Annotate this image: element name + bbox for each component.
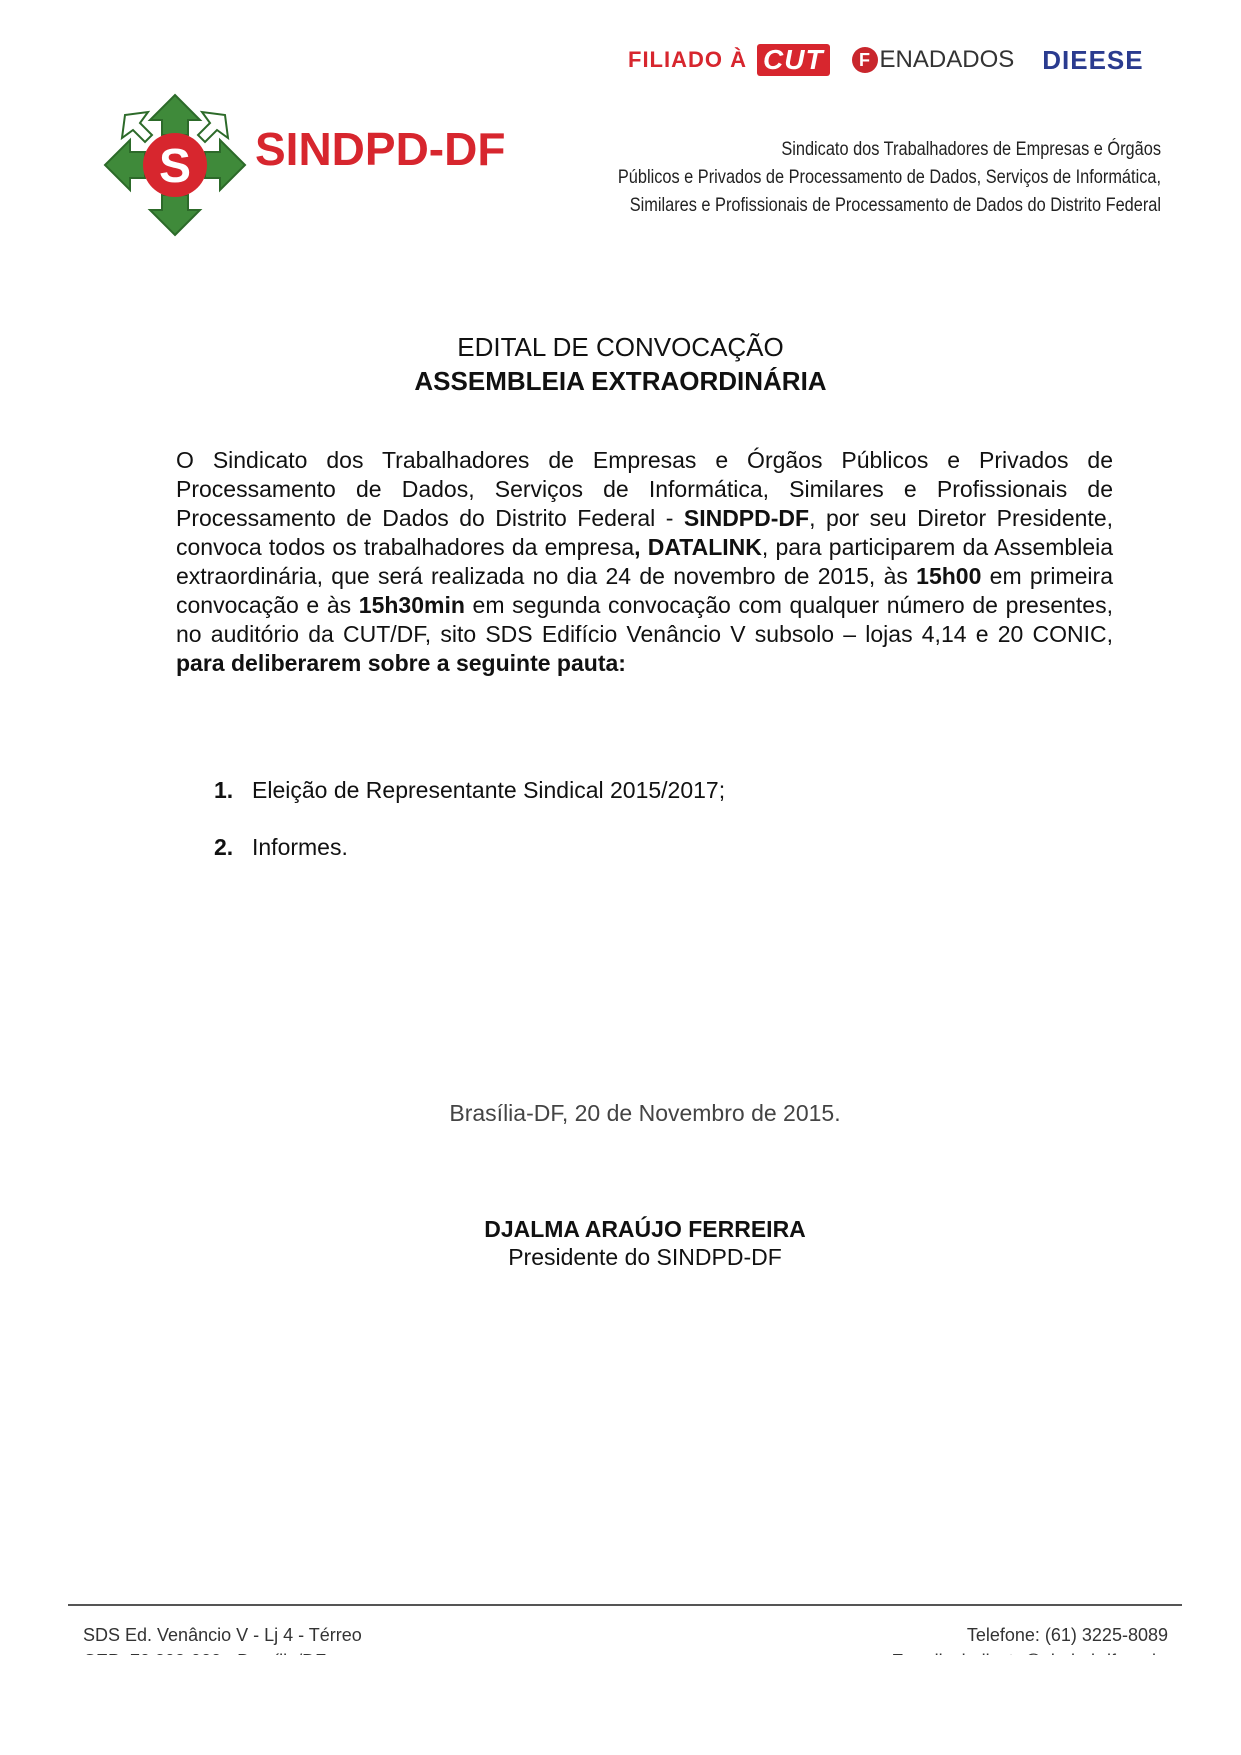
- body-text: , por seu Diretor Presidente, convoca todos os trabalhadores da empresa: [176, 505, 1113, 560]
- body-text: O Sindicato dos Trabalhadores de Empresas e Órgãos Públicos e Privados de Processamento de Dados, Serviços de Informática, Similares e Profissionais de Processamento de Dados do Distrito Federal -: [176, 447, 1113, 531]
- cut-logo: CUT: [757, 44, 830, 76]
- agenda-item-number: 2.: [214, 834, 234, 860]
- body-text: em segunda convocação com qualquer número de presentes, no auditório da CUT/DF, sito SDS Edifício Venâncio V subsolo – lojas 4,14 e 20 CONIC,: [176, 592, 1113, 647]
- agenda-item-number: 1.: [214, 777, 234, 803]
- page-crop-edge: [0, 1655, 1241, 1755]
- footer-divider: [68, 1604, 1182, 1606]
- fenadados-f-icon: F: [852, 47, 878, 73]
- agenda-item: [214, 777, 725, 804]
- affiliation-label: FILIADO À: [628, 47, 747, 72]
- convocation-paragraph: [176, 446, 1113, 678]
- body-bold-second-time: 15h30min: [358, 592, 465, 618]
- body-bold-union: SINDPD-DF: [683, 505, 810, 531]
- body-text: em primeira convocação e às: [176, 563, 1113, 618]
- dieese-logo: DIEESE: [1042, 44, 1144, 75]
- body-bold-agenda-intro: para deliberarem sobre a seguinte pauta:: [176, 650, 626, 676]
- body-bold-first-time: 15h00: [916, 563, 982, 589]
- signer-name: DJALMA ARAÚJO FERREIRA: [484, 1216, 806, 1242]
- svg-text:S: S: [158, 140, 192, 193]
- union-name-line: Públicos e Privados de Processamento de Dados, Serviços de Informática,: [617, 167, 1161, 188]
- place-date: Brasília-DF, 20 de Novembro de 2015.: [449, 1100, 841, 1126]
- agenda-item-text: Informes.: [252, 834, 348, 860]
- footer-phone: Telefone: (61) 3225-8089: [966, 1625, 1168, 1645]
- logo-text: SINDPD-DF: [255, 123, 506, 175]
- agenda-item: [214, 834, 348, 861]
- body-text: , para participarem da Assembleia extraordinária, que será realizada no dia 24 de novembro de 2015, às: [176, 534, 1114, 589]
- footer-address-line: SDS Ed. Venâncio V - Lj 4 - Térreo: [83, 1625, 362, 1645]
- fenadados-logo: [852, 46, 1015, 74]
- body-bold-company: , DATALINK: [634, 534, 762, 560]
- affiliation-logos: [628, 40, 1144, 80]
- union-full-name: [611, 136, 1161, 220]
- signer-role: Presidente do SINDPD-DF: [508, 1244, 782, 1270]
- union-name-line: Similares e Profissionais de Processamento de Dados do Distrito Federal: [629, 195, 1161, 216]
- union-name-line: Sindicato dos Trabalhadores de Empresas e Órgãos: [781, 139, 1161, 160]
- document-title: EDITAL DE CONVOCAÇÃO: [457, 332, 784, 362]
- document-subtitle: ASSEMBLEIA EXTRAORDINÁRIA: [414, 366, 827, 396]
- agenda-item-text: Eleição de Representante Sindical 2015/2017;: [252, 777, 726, 803]
- fenadados-logo-text: ENADADOS: [879, 46, 1015, 73]
